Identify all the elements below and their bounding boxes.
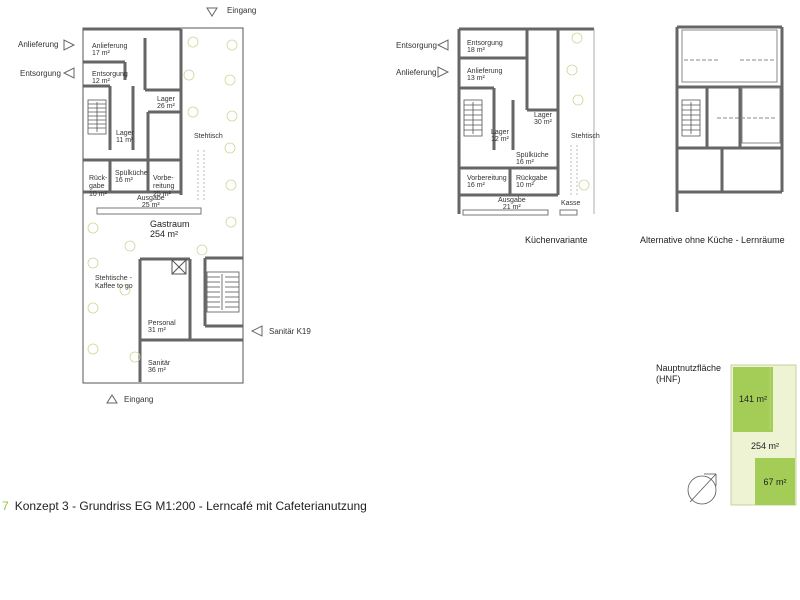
figure-caption-text: Konzept 3 - Grundriss EG M1:200 - Lerncafé mit Cafeterianutzung — [14, 499, 367, 513]
room-anlieferung: Anlieferung 17 m² — [92, 43, 128, 57]
variant-stehtisch-label: Stehtisch — [571, 133, 600, 140]
room-sanitaer: Sanitär 36 m² — [148, 360, 171, 374]
anlieferung-arrow-label: Anlieferung — [18, 40, 59, 49]
stair-upper — [88, 100, 106, 134]
room-rueckgabe: Rück- gabe 10 m² — [89, 175, 108, 198]
entrance-top-label: Eingang — [227, 6, 257, 15]
stehtische-label: Stehtische - Kaffee to go — [95, 275, 133, 290]
variant-room-rueckgabe: Rückgabe 10 m² — [516, 175, 548, 189]
north-arrow-icon — [688, 474, 716, 504]
room-spuelkueche: Spülküche 16 m² — [115, 170, 148, 184]
room-personal: Personal 31 m² — [148, 320, 176, 334]
entsorgung-arrow-label: Entsorgung — [20, 69, 61, 78]
room-ausgabe: Ausgabe 25 m² — [137, 195, 165, 209]
hnf-value-254: 254 m² — [750, 441, 779, 451]
room-gastraum: Gastraum 254 m² — [150, 219, 190, 239]
stair-lower — [207, 272, 239, 312]
variant-entsorgung-arrow-label: Entsorgung — [396, 41, 437, 50]
variant-room-lager-small: Lager 12 m² — [491, 129, 509, 143]
variant-room-spuelkueche: Spülküche 16 m² — [516, 152, 549, 166]
entrance-bottom-label: Eingang — [124, 395, 154, 404]
room-lager-small: Lager 11 m² — [116, 130, 134, 144]
alternative-plan — [677, 27, 782, 212]
figure-caption — [2, 499, 367, 513]
variant-room-vorbereitung: Vorbereitung 16 m² — [467, 175, 507, 189]
room-lager: Lager 26 m² — [157, 96, 175, 110]
variant-title: Küchenvariante — [525, 235, 588, 245]
variant-room-anlieferung: Anlieferung 13 m² — [467, 68, 503, 82]
sanitaer-k19-label: Sanitär K19 — [269, 327, 311, 336]
variant-kasse-label: Kasse — [561, 200, 581, 207]
figure-number: 7 — [2, 499, 9, 513]
room-vorbereitung: Vorbe- reitung 25 m² — [153, 175, 175, 198]
variant-room-entsorgung: Entsorgung 18 m² — [467, 40, 503, 54]
hnf-title: Nauptnutzfläche (HNF) — [656, 363, 722, 384]
variant-room-ausgabe: Ausgabe 21 m² — [498, 197, 526, 211]
hnf-value-141: 141 m² — [738, 394, 767, 404]
alternative-title: Alternative ohne Küche - Lernräume — [640, 235, 785, 245]
variant-room-lager: Lager 30 m² — [534, 112, 552, 126]
room-entsorgung: Entsorgung 12 m² — [92, 71, 128, 85]
stehtisch-dashes — [198, 150, 204, 200]
hnf-value-67: 67 m² — [763, 477, 787, 487]
variant-anlieferung-arrow-label: Anlieferung — [396, 68, 437, 77]
stehtisch-label: Stehtisch — [194, 133, 223, 140]
